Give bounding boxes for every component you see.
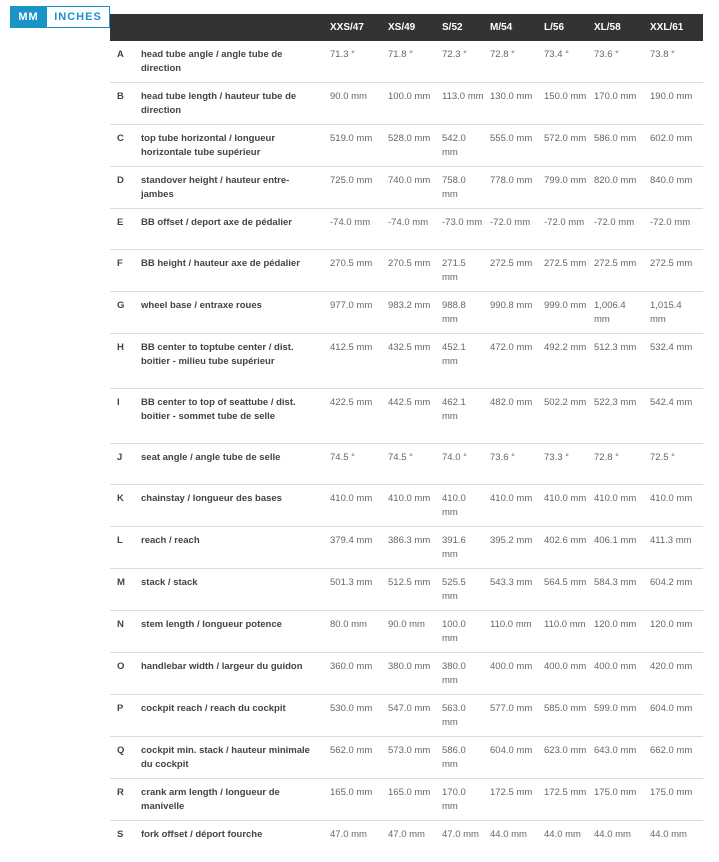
measurement-value: 73.4 ° xyxy=(544,49,569,60)
measurement-value: -72.0 mm xyxy=(490,217,531,228)
measurement-value: 190.0 mm xyxy=(650,91,693,102)
measurement-value: 462.1 mm xyxy=(442,397,466,422)
table-row xyxy=(110,334,703,389)
measurement-label: reach / reach xyxy=(141,535,200,546)
measurement-value: 977.0 mm xyxy=(330,300,373,311)
measurement-value: 410.0 mm xyxy=(388,493,431,504)
measurement-value: 432.5 mm xyxy=(388,342,431,353)
measurement-value: 412.5 mm xyxy=(330,342,373,353)
table-row xyxy=(110,653,703,695)
measurement-value: 272.5 mm xyxy=(544,258,587,269)
measurement-value: -72.0 mm xyxy=(594,217,635,228)
measurement-value: 130.0 mm xyxy=(490,91,533,102)
measurement-value: 586.0 mm xyxy=(594,133,637,144)
measurement-letter: M xyxy=(117,577,125,588)
measurement-label: BB center to toptube center / dist. boitier - milieu tube supérieur xyxy=(141,342,294,367)
table-row xyxy=(110,292,703,334)
measurement-value: 482.0 mm xyxy=(490,397,533,408)
measurement-value: 110.0 mm xyxy=(544,619,586,630)
measurement-letter: S xyxy=(117,829,124,840)
measurement-value: 71.3 ° xyxy=(330,49,355,60)
measurement-value: 74.5 ° xyxy=(388,452,413,463)
measurement-value: 530.0 mm xyxy=(330,703,373,714)
measurement-letter: O xyxy=(117,661,125,672)
measurement-value: 740.0 mm xyxy=(388,175,431,186)
measurement-value: -74.0 mm xyxy=(388,217,429,228)
size-column-header: XXS/47 xyxy=(330,22,364,33)
measurement-letter: A xyxy=(117,49,124,60)
measurement-value: 73.6 ° xyxy=(490,452,515,463)
size-column-header: XL/58 xyxy=(594,22,621,33)
measurement-letter: R xyxy=(117,787,124,798)
measurement-value: 391.6 mm xyxy=(442,535,466,560)
measurement-value: 604.2 mm xyxy=(650,577,693,588)
measurement-value: -74.0 mm xyxy=(330,217,371,228)
measurement-value: 175.0 mm xyxy=(594,787,637,798)
measurement-letter: L xyxy=(117,535,123,546)
measurement-value: 72.8 ° xyxy=(490,49,515,60)
measurement-value: 90.0 mm xyxy=(388,619,425,630)
measurement-value: 725.0 mm xyxy=(330,175,373,186)
measurement-value: 170.0 mm xyxy=(442,787,466,812)
measurement-value: 113.0 mm xyxy=(442,91,484,102)
measurement-value: 165.0 mm xyxy=(330,787,373,798)
measurement-value: 47.0 mm xyxy=(442,829,479,840)
measurement-letter: J xyxy=(117,452,123,463)
measurement-letter: B xyxy=(117,91,124,102)
measurement-value: 271.5 mm xyxy=(442,258,466,283)
measurement-value: 512.3 mm xyxy=(594,342,637,353)
measurement-value: 442.5 mm xyxy=(388,397,431,408)
measurement-value: 512.5 mm xyxy=(388,577,431,588)
measurement-value: 175.0 mm xyxy=(650,787,693,798)
table-row xyxy=(110,250,703,292)
table-row xyxy=(110,695,703,737)
size-column-header: XXL/61 xyxy=(650,22,684,33)
measurement-value: 452.1 mm xyxy=(442,342,466,367)
measurement-value: 799.0 mm xyxy=(544,175,587,186)
measurement-value: 360.0 mm xyxy=(330,661,373,672)
measurement-value: 502.2 mm xyxy=(544,397,587,408)
measurement-value: 272.5 mm xyxy=(594,258,637,269)
measurement-value: 44.0 mm xyxy=(650,829,687,840)
measurement-value: 44.0 mm xyxy=(594,829,631,840)
table-row xyxy=(110,527,703,569)
measurement-value: 406.1 mm xyxy=(594,535,637,546)
measurement-label: crank arm length / longueur de manivelle xyxy=(141,787,280,812)
measurement-label: cockpit min. stack / hauteur minimale du cockpit xyxy=(141,745,310,770)
measurement-label: head tube angle / angle tube de direction xyxy=(141,49,283,74)
measurement-label: head tube length / hauteur tube de direction xyxy=(141,91,297,116)
measurement-value: 74.5 ° xyxy=(330,452,355,463)
measurement-value: 522.3 mm xyxy=(594,397,637,408)
table-row xyxy=(110,83,703,125)
measurement-letter: P xyxy=(117,703,124,714)
measurement-value: 562.0 mm xyxy=(330,745,373,756)
measurement-letter: C xyxy=(117,133,124,144)
measurement-value: 528.0 mm xyxy=(388,133,431,144)
measurement-value: 573.0 mm xyxy=(388,745,431,756)
measurement-value: 272.5 mm xyxy=(490,258,533,269)
measurement-value: 599.0 mm xyxy=(594,703,637,714)
measurement-value: 120.0 mm xyxy=(594,619,637,630)
measurement-value: 400.0 mm xyxy=(490,661,533,672)
measurement-value: 420.0 mm xyxy=(650,661,693,672)
size-column-header: M/54 xyxy=(490,22,513,33)
measurement-letter: F xyxy=(117,258,123,269)
measurement-value: 72.3 ° xyxy=(442,49,467,60)
table-row xyxy=(110,167,703,209)
measurement-value: 563.0 mm xyxy=(442,703,466,728)
measurement-letter: D xyxy=(117,175,124,186)
inches-unit-button[interactable]: INCHES xyxy=(47,6,110,28)
measurement-value: 400.0 mm xyxy=(594,661,637,672)
measurement-value: 572.0 mm xyxy=(544,133,587,144)
measurement-label: BB height / hauteur axe de pédalier xyxy=(141,258,300,269)
table-row xyxy=(110,611,703,653)
table-row xyxy=(110,737,703,779)
measurement-value: -72.0 mm xyxy=(544,217,585,228)
measurement-value: 73.8 ° xyxy=(650,49,675,60)
measurement-value: 988.8 mm xyxy=(442,300,466,325)
measurement-value: -73.0 mm xyxy=(442,217,483,228)
measurement-value: 73.3 ° xyxy=(544,452,569,463)
measurement-value: 555.0 mm xyxy=(490,133,533,144)
table-row xyxy=(110,821,703,862)
measurement-value: 623.0 mm xyxy=(544,745,587,756)
measurement-value: 758.0 mm xyxy=(442,175,466,200)
measurement-value: 585.0 mm xyxy=(544,703,587,714)
measurement-value: 472.0 mm xyxy=(490,342,533,353)
measurement-value: 525.5 mm xyxy=(442,577,466,602)
table-row xyxy=(110,41,703,83)
table-row xyxy=(110,779,703,821)
measurement-value: 74.0 ° xyxy=(442,452,467,463)
measurement-value: 983.2 mm xyxy=(388,300,431,311)
measurement-letter: K xyxy=(117,493,124,504)
measurement-value: 44.0 mm xyxy=(490,829,527,840)
measurement-value: 422.5 mm xyxy=(330,397,373,408)
table-row xyxy=(110,444,703,485)
measurement-label: top tube horizontal / longueur horizontale tube supérieur xyxy=(141,133,276,158)
measurement-value: 577.0 mm xyxy=(490,703,533,714)
measurement-value: 110.0 mm xyxy=(490,619,532,630)
measurement-label: seat angle / angle tube de selle xyxy=(141,452,281,463)
measurement-value: 604.0 mm xyxy=(650,703,693,714)
measurement-label: BB center to top of seattube / dist. boitier - sommet tube de selle xyxy=(141,397,296,422)
measurement-value: 1,015.4 mm xyxy=(650,300,682,325)
measurement-value: 999.0 mm xyxy=(544,300,587,311)
measurement-value: 100.0 mm xyxy=(388,91,431,102)
table-row xyxy=(110,125,703,167)
measurement-letter: Q xyxy=(117,745,125,756)
measurement-value: 380.0 mm xyxy=(442,661,466,686)
measurement-value: 410.0 mm xyxy=(330,493,373,504)
measurement-letter: N xyxy=(117,619,124,630)
geometry-table xyxy=(110,14,703,862)
measurement-value: 840.0 mm xyxy=(650,175,693,186)
measurement-value: 73.6 ° xyxy=(594,49,619,60)
measurement-value: 400.0 mm xyxy=(544,661,587,672)
measurement-label: standover height / hauteur entre-jambes xyxy=(141,175,290,200)
measurement-value: 150.0 mm xyxy=(544,91,587,102)
table-row xyxy=(110,209,703,250)
measurement-label: fork offset / déport fourche xyxy=(141,829,263,840)
mm-unit-button[interactable]: MM xyxy=(10,6,47,28)
measurement-value: 395.2 mm xyxy=(490,535,533,546)
measurement-value: 72.8 ° xyxy=(594,452,619,463)
table-row xyxy=(110,485,703,527)
measurement-value: 410.0 mm xyxy=(650,493,693,504)
measurement-value: 380.0 mm xyxy=(388,661,431,672)
measurement-value: 990.8 mm xyxy=(490,300,533,311)
measurement-value: 604.0 mm xyxy=(490,745,533,756)
measurement-label: chainstay / longueur des bases xyxy=(141,493,282,504)
measurement-value: 120.0 mm xyxy=(650,619,693,630)
header-letter-cell xyxy=(110,14,139,41)
measurement-value: 44.0 mm xyxy=(544,829,581,840)
measurement-value: 602.0 mm xyxy=(650,133,693,144)
measurement-value: 379.4 mm xyxy=(330,535,373,546)
measurement-value: 542.0 mm xyxy=(442,133,466,158)
measurement-value: 47.0 mm xyxy=(388,829,425,840)
measurement-value: 272.5 mm xyxy=(650,258,693,269)
measurement-value: 564.5 mm xyxy=(544,577,587,588)
measurement-value: 165.0 mm xyxy=(388,787,431,798)
measurement-value: 386.3 mm xyxy=(388,535,431,546)
measurement-value: 543.3 mm xyxy=(490,577,533,588)
measurement-value: 172.5 mm xyxy=(544,787,587,798)
measurement-label: wheel base / entraxe roues xyxy=(141,300,262,311)
measurement-value: 72.5 ° xyxy=(650,452,675,463)
measurement-value: 542.4 mm xyxy=(650,397,693,408)
size-column-header: S/52 xyxy=(442,22,463,33)
measurement-value: 492.2 mm xyxy=(544,342,587,353)
measurement-value: 80.0 mm xyxy=(330,619,367,630)
measurement-value: 172.5 mm xyxy=(490,787,533,798)
measurement-value: 586.0 mm xyxy=(442,745,466,770)
header-measurement-cell xyxy=(139,14,328,41)
measurement-value: 170.0 mm xyxy=(594,91,637,102)
measurement-value: 100.0 mm xyxy=(442,619,466,644)
measurement-value: 410.0 mm xyxy=(442,493,466,518)
size-column-header: L/56 xyxy=(544,22,565,33)
unit-toggle xyxy=(10,6,110,28)
measurement-label: BB offset / deport axe de pédalier xyxy=(141,217,292,228)
measurement-value: 411.3 mm xyxy=(650,535,692,546)
size-header-row xyxy=(110,14,703,41)
table-row xyxy=(110,389,703,444)
measurement-value: 501.3 mm xyxy=(330,577,373,588)
measurement-value: 410.0 mm xyxy=(594,493,637,504)
measurement-label: handlebar width / largeur du guidon xyxy=(141,661,303,672)
measurement-value: 410.0 mm xyxy=(544,493,587,504)
measurement-value: -72.0 mm xyxy=(650,217,691,228)
measurement-value: 547.0 mm xyxy=(388,703,431,714)
measurement-value: 820.0 mm xyxy=(594,175,637,186)
measurement-value: 410.0 mm xyxy=(490,493,533,504)
measurement-value: 778.0 mm xyxy=(490,175,533,186)
measurement-value: 270.5 mm xyxy=(330,258,373,269)
measurement-letter: H xyxy=(117,342,124,353)
measurement-value: 402.6 mm xyxy=(544,535,587,546)
measurement-letter: G xyxy=(117,300,125,311)
size-column-header: XS/49 xyxy=(388,22,416,33)
measurement-value: 1,006.4 mm xyxy=(594,300,626,325)
measurement-value: 643.0 mm xyxy=(594,745,637,756)
measurement-value: 662.0 mm xyxy=(650,745,693,756)
measurement-letter: E xyxy=(117,217,124,228)
table-row xyxy=(110,569,703,611)
measurement-label: cockpit reach / reach du cockpit xyxy=(141,703,286,714)
measurement-value: 71.8 ° xyxy=(388,49,413,60)
measurement-value: 532.4 mm xyxy=(650,342,693,353)
measurement-value: 519.0 mm xyxy=(330,133,373,144)
measurement-letter: I xyxy=(117,397,120,408)
measurement-value: 584.3 mm xyxy=(594,577,637,588)
measurement-value: 90.0 mm xyxy=(330,91,367,102)
measurement-label: stem length / longueur potence xyxy=(141,619,282,630)
measurement-value: 47.0 mm xyxy=(330,829,367,840)
geometry-table-body xyxy=(110,41,703,862)
measurement-label: stack / stack xyxy=(141,577,198,588)
measurement-value: 270.5 mm xyxy=(388,258,431,269)
